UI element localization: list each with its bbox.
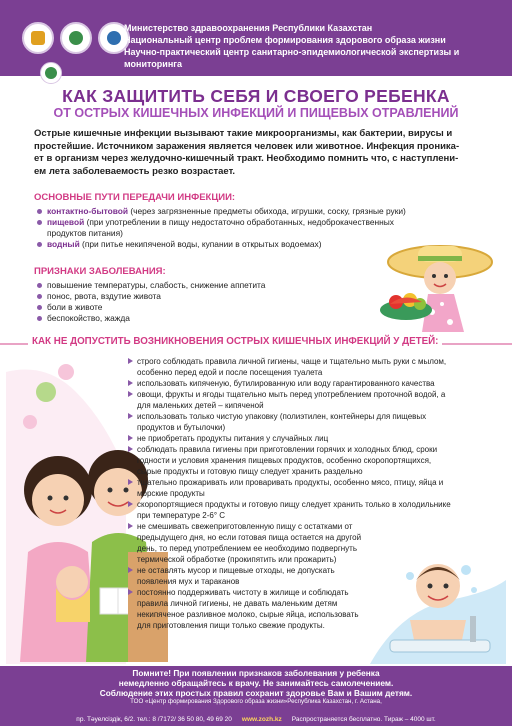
girl-with-fruit-illustration [370, 232, 500, 340]
signs-heading: ПРИЗНАКИ ЗАБОЛЕВАНИЯ: [34, 266, 166, 277]
signs-list [36, 280, 346, 324]
item-line: термической обработке (прокипятить или прожарить) [137, 555, 337, 564]
header-line-ministry: Министерство здравоохранения Республики Казахстан [124, 23, 373, 33]
health-logo [40, 62, 62, 84]
route-term: водный [47, 239, 80, 249]
footer-address: пр. Тәуелсіздік, 6/2. тел.: 8 /7172/ 36 50 80, 49 69 20 [76, 716, 232, 723]
list-item: повышение температуры, слабость, снижение аппетита [36, 280, 346, 291]
list-item [128, 356, 498, 378]
intro-line: ем лета заболеваемость резко возрастает. [34, 165, 236, 177]
item-line: особенно перед едой и после посещения туалета [137, 368, 323, 377]
list-item [128, 521, 368, 565]
item-line: соблюдать правила гигиены при приготовлении горячих и холодных блюд, сроки [137, 445, 438, 454]
list-item [128, 587, 368, 631]
page-subtitle: ОТ ОСТРЫХ КИШЕЧНЫХ ИНФЕКЦИЙ И ПИЩЕВЫХ ОТРАВЛЕНИЙ [53, 106, 459, 120]
routes-heading: ОСНОВНЫЕ ПУТИ ПЕРЕДАЧИ ИНФЕКЦИИ: [34, 192, 236, 203]
intro-line: Острые кишечные инфекции вызывают такие микроорганизмы, как бактерии, вирусы и [34, 128, 453, 139]
prevention-heading: КАК НЕ ДОПУСТИТЬ ВОЗНИКНОВЕНИЯ ОСТРЫХ КИШЕЧНЫХ ИНФЕКЦИЙ У ДЕТЕЙ: [28, 336, 442, 347]
list-item [128, 389, 498, 411]
list-item [128, 444, 498, 477]
footer-bar [0, 666, 512, 726]
item-line: не смешивать свежеприготовленную пищу с остатками от [137, 522, 353, 531]
list-item: боли в животе [36, 302, 346, 313]
ministry-logo [22, 22, 54, 54]
list-item [128, 378, 498, 389]
footer-doctor-advice: немедленно обращайтесь к врачу. Не занимайтесь самолечением. [118, 678, 394, 688]
item-line: строго соблюдать правила личной гигиены, чаще и тщательно мыть руки с мылом, [137, 357, 447, 366]
footer-reminder: Помните! При появлении признаков заболевания у ребенка [132, 668, 380, 678]
item-line: овощи, фрукты и ягоды тщательно мыть перед употреблением проточной водой, а [137, 390, 446, 399]
route-text: (через загрязненные предметы обихода, игрушки, соску, грязные руки) [130, 206, 406, 216]
item-line: использовать кипяченую, бутилированную или воду гарантированного качества [137, 379, 435, 388]
route-term: пищевой [47, 217, 85, 227]
list-item [128, 565, 368, 587]
item-line: для маленьких детей – кипяченой [137, 401, 264, 410]
footer-health-note: Соблюдение этих простых правил сохранит здоровье Вам и Вашим детям. [99, 688, 413, 698]
list-item [128, 411, 498, 433]
item-line: день, то перед употреблением ее необходимо подвергнуть [137, 544, 358, 553]
item-line: некипяченое разливное молоко, сырые яйца, использовать [137, 610, 359, 619]
item-line: тщательно прожаривать или проваривать продукты, особенно мясо, птицу, яйца и [137, 478, 444, 487]
page-title: КАК ЗАЩИТИТЬ СЕБЯ И СВОЕГО РЕБЕНКА [62, 86, 450, 106]
item-line: сырые продукты и готовую пищу следует хранить раздельно [137, 467, 363, 476]
item-line: при температуре 2-6° С [137, 511, 226, 520]
header-organizations [124, 22, 512, 70]
item-line: правила личной гигиены, не давать маленьким детям [137, 599, 338, 608]
list-item [36, 206, 496, 217]
item-line: скоропортящиеся продукты и готовую пищу следует хранить только в холодильнике [137, 500, 451, 509]
route-text: продуктов питания) [47, 228, 123, 238]
item-line: появления мух и тараканов [137, 577, 240, 586]
item-line: предыдущего дня, но если готовая пища остается на другой [137, 533, 362, 542]
footer-organization: ТОО «Центр формирования Здорового образа жизни»Республика Казахстан, г. Астана, [130, 698, 382, 705]
footer-website-link[interactable]: www.zozh.kz [241, 716, 282, 723]
item-line: использовать только чистую упаковку (полиэтилен, контейнеры для пищевых [137, 412, 427, 421]
route-text: (при питье некипяченой воды, купании в открытых водоемах) [82, 239, 322, 249]
route-term: контактно-бытовой [47, 206, 129, 216]
item-line: годности и условия хранения пищевых продуктов, особенно скоропортящихся, [137, 456, 432, 465]
header-bar [0, 0, 512, 76]
prevention-band [0, 336, 512, 352]
list-item: беспокойство, жажда [36, 313, 346, 324]
boy-washing-illustration [370, 540, 506, 664]
intro-paragraph [34, 128, 490, 178]
item-line: продуктов и бутылочки) [137, 423, 226, 432]
list-item [128, 477, 498, 499]
item-line: не оставлять мусор и пищевые отходы, не допускать [137, 566, 335, 575]
header-line-national-center: Национальный центр проблем формирования здорового образа жизни [124, 35, 446, 45]
list-item [128, 499, 498, 521]
route-text: (при употреблении в пищу недостаточно обработанных, недоброкачественных [86, 217, 394, 227]
item-line: морские продукты [137, 489, 205, 498]
item-line: постоянно поддерживать чистоту в жилище и соблюдать [137, 588, 349, 597]
intro-line: простейшие. Источником заражения является человек или животное. Инфекция проника- [34, 140, 460, 152]
list-item: понос, рвота, вздутие живота [36, 291, 346, 302]
list-item [128, 433, 498, 444]
center-logo [60, 22, 92, 54]
header-logos [22, 22, 130, 54]
intro-line: ет в организм через желудочно-кишечный тракт. Необходимо помнить что, с наступлени- [34, 153, 459, 165]
header-line-research-center: Научно-практический центр санитарно-эпидемиологической экспертизы и мониторинга [124, 47, 460, 69]
item-line: не приобретать продукты питания у случайных лиц [137, 434, 329, 443]
footer-distribution: Распространяется бесплатно. Тираж – 4000 шт. [291, 716, 436, 723]
item-line: для приготовления пищи только свежие продукты. [137, 621, 325, 630]
footer-contacts [0, 716, 512, 723]
